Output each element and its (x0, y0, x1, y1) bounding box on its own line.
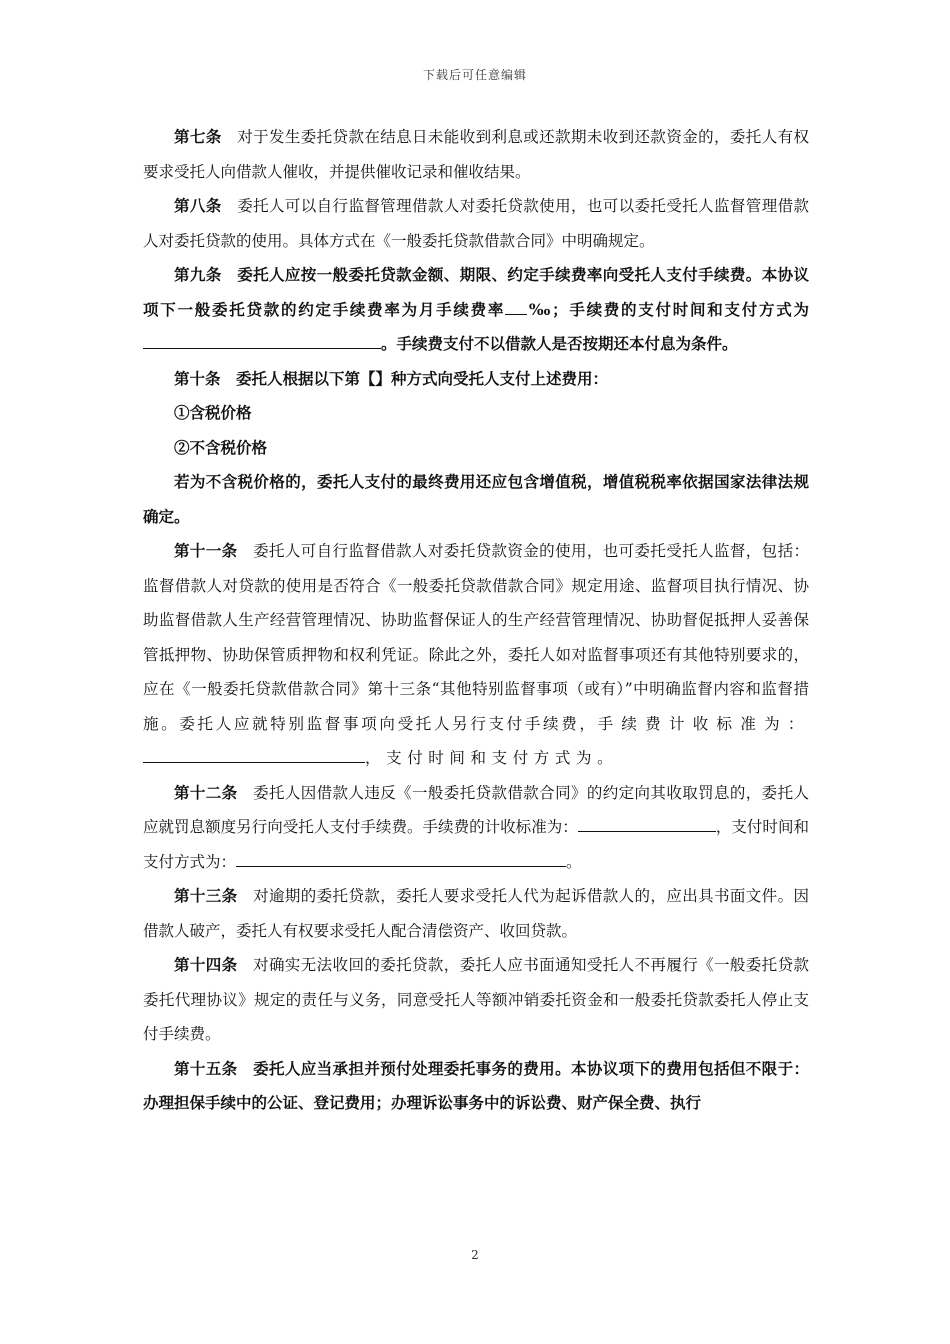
article-number: 第七条 (174, 127, 222, 146)
article-text: 对逾期的委托贷款，委托人要求受托人代为起诉借款人的，应出具书面文件。因借款人破产，委托人有权要求受托人配合清偿资产、收回贷款。 (143, 887, 809, 940)
article-text: 手续费计收标准为： (597, 714, 809, 733)
article-number: 第八条 (174, 196, 222, 215)
article-number: 第十条 (174, 368, 221, 388)
article-text: 委托人可自行监督借款人对委托贷款资金的使用，也可委托受托人监督，包括：监督借款人对贷款的使用是否符合《一般委托贷款借款合同》规定用途、监督项目执行情况、协助监督借款人生产经营管理情况、协助监督保证人的生产经营管理情况、协助督促抵押人妥善保管抵押物、协助保管质押物和权利凭证。除此之外，委托人如对监督事项还有其他特别要求的，应在《一般委托贷款借款合同》第十三条“其他特别监督事项（或有）”中明确监督内容和监督措施。委托人应就特别监督事项向受托人另行支付手续费， (143, 542, 809, 733)
article-text: 委托人因借款人违反《一般委托贷款借款合同》的约定向其收取罚息的，委托人应就罚息额度另行向受托人支付手续费。手续费的计收标准为： (143, 783, 809, 836)
option-tax-exclusive: ②不含税价格 (174, 437, 268, 457)
article-10 (143, 362, 809, 397)
article-text: 委托人应当承担并预付处理委托事务的费用。本协议项下的费用包括但不限于：办理担保手续中的公证、登记费用；办理诉讼事务中的诉讼费、财产保全费、执行 (143, 1058, 809, 1112)
article-number: 第十三条 (174, 886, 238, 905)
article-number: 第九条 (174, 265, 222, 284)
article-text: 委托人应按一般委托贷款金额、期限、约定手续费率向受托人支付手续费。本协议项下一般委托贷款的约定手续费率为月手续费率 (143, 265, 809, 319)
article-13 (143, 879, 809, 948)
page-header: 下载后可任意编辑 (422, 68, 527, 82)
article-text: 。 (566, 852, 582, 871)
page-number: 2 (471, 1248, 479, 1262)
article-text: ‰；手续费的支付时间和支付方式为 (527, 299, 809, 319)
article-text: ，支付时间和支付方式为 (365, 749, 598, 767)
document-body (143, 120, 809, 1121)
penalty-payment-method-blank[interactable] (236, 849, 566, 866)
penalty-fee-standard-blank[interactable] (578, 815, 716, 832)
article-12 (143, 776, 809, 880)
article-15 (143, 1052, 809, 1121)
article-text: 。手续费支付不以借款人是否按期还本付息为条件。 (381, 334, 738, 353)
article-14 (143, 948, 809, 1052)
article-7 (143, 120, 809, 189)
article-number: 第十五条 (174, 1058, 238, 1078)
article-9 (143, 258, 809, 362)
article-number: 第十二条 (174, 782, 238, 802)
option-tax-inclusive: ①含税价格 (174, 403, 252, 422)
article-8 (143, 189, 809, 258)
article-11 (143, 534, 809, 776)
article-number: 第十一条 (174, 541, 238, 560)
article-text: 对于发生委托贷款在结息日未能收到利息或还款期未收到还款资金的，委托人有权要求受托人向借款人催收，并提供催收记录和催收结果。 (143, 128, 809, 181)
article-text: 委托人根据以下第【】种方式向受托人支付上述费用： (236, 368, 609, 388)
payment-method-blank[interactable] (143, 332, 381, 349)
tax-note: 若为不含税价格的，委托人支付的最终费用还应包含增值税，增值税税率依据国家法律法规确定。 (143, 472, 809, 526)
special-fee-standard-blank[interactable] (143, 746, 365, 763)
article-number: 第十四条 (174, 955, 238, 974)
article-text: ，支付时间和支付方式为： (143, 818, 809, 871)
article-text: 委托人可以自行监督管理借款人对委托贷款使用，也可以委托受托人监督管理借款人对委托贷款的使用。具体方式在《一般委托贷款借款合同》中明确规定。 (143, 197, 809, 250)
fee-rate-blank[interactable] (505, 297, 527, 314)
article-text: 对确实无法收回的委托贷款，委托人应书面通知受托人不再履行《一般委托贷款委托代理协议》规定的责任与义务，同意受托人等额冲销委托资金和一般委托贷款委托人停止支付手续费。 (143, 956, 809, 1043)
article-text: 。 (597, 749, 613, 767)
